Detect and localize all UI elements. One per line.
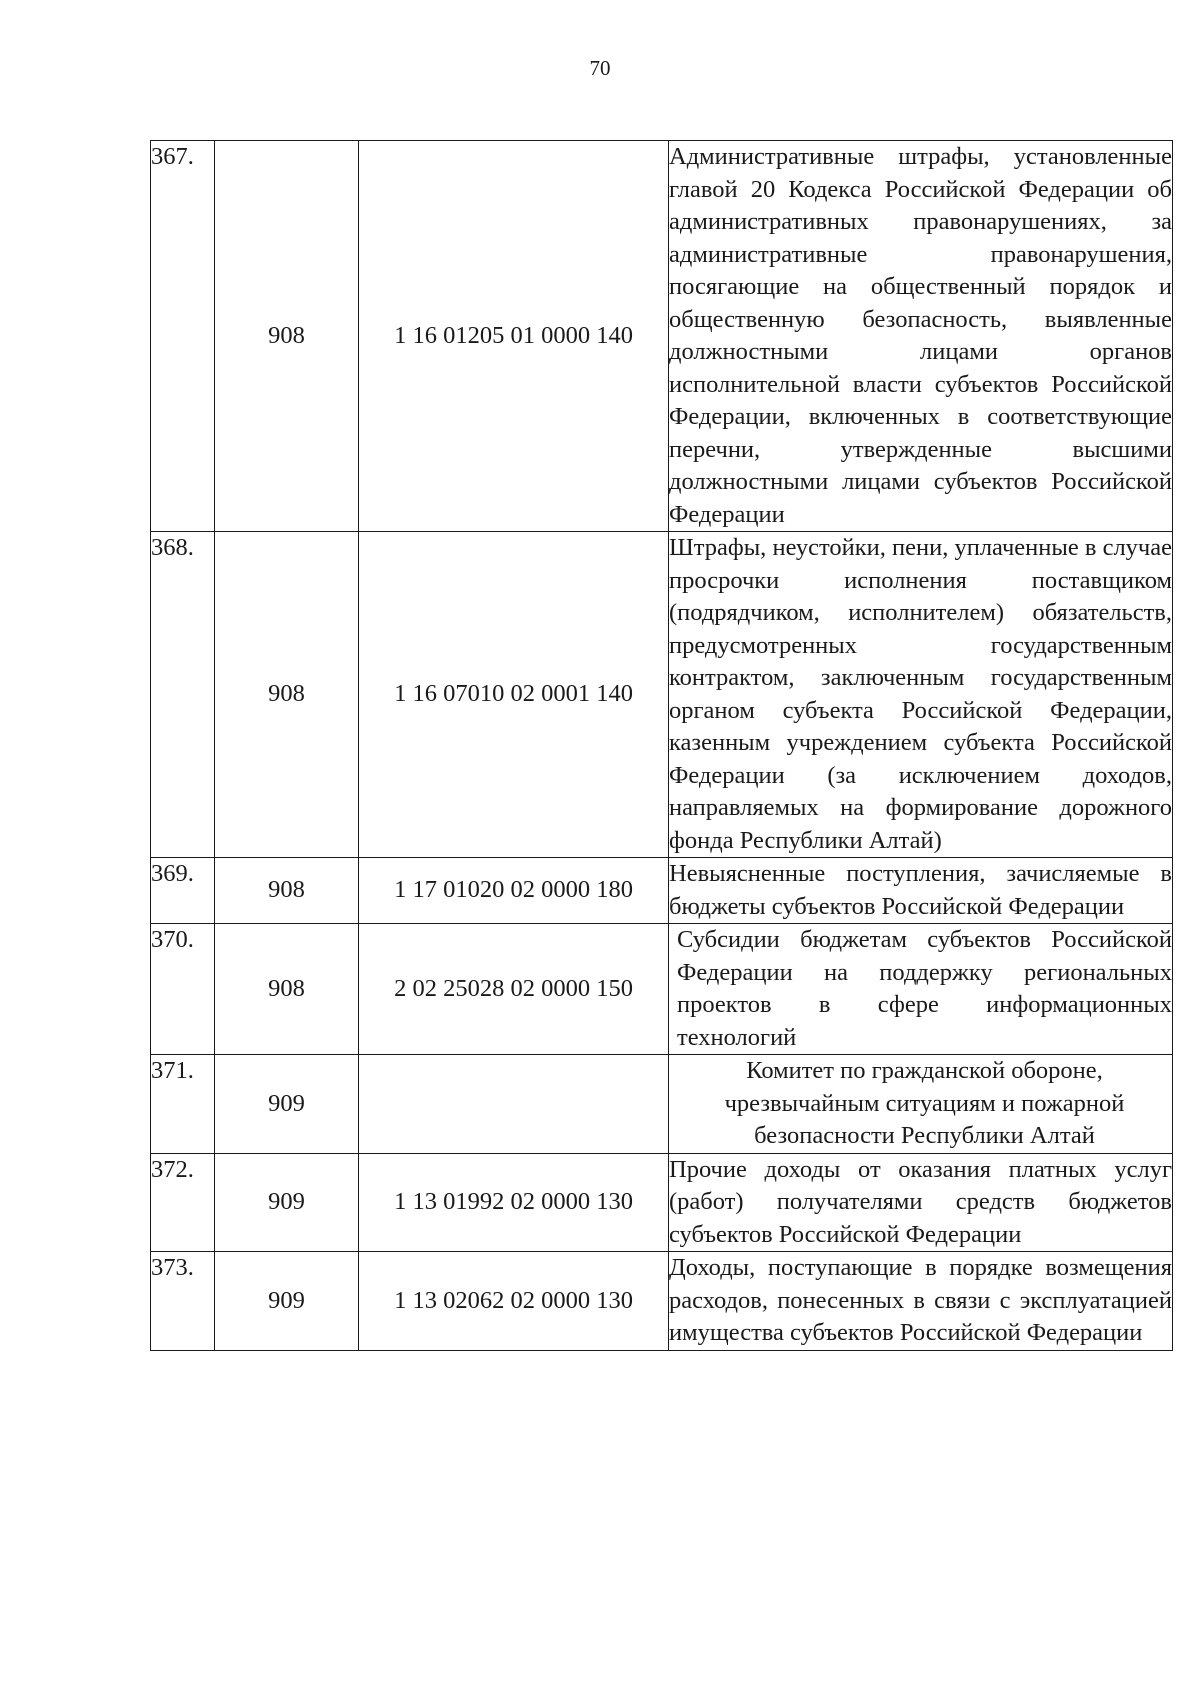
budget-classification-code: 1 13 01992 02 0000 130 <box>359 1153 669 1252</box>
revenue-name: Субсидии бюджетам субъектов Российской Федерации на поддержку региональных проектов в сфере информационных технологий <box>669 924 1173 1055</box>
table-row <box>151 858 1173 924</box>
row-number: 368. <box>151 532 215 858</box>
row-number: 373. <box>151 1252 215 1351</box>
row-number: 367. <box>151 141 215 532</box>
revenue-name: Доходы, поступающие в порядке возмещения расходов, понесенных в связи с эксплуатацией имущества субъектов Российской Федерации <box>669 1252 1173 1351</box>
budget-classification-code: 1 16 01205 01 0000 140 <box>359 141 669 532</box>
revenue-name: Административные штрафы, установленные главой 20 Кодекса Российской Федерации об административных правонарушениях, за административные правонарушения, посягающие на общественный порядок и общественную безопасность, выявленные должностными лицами органов исполнительной власти субъектов Российской Федерации, включенных в соответствующие перечни, утвержденные высшими должностными лицами субъектов Российской Федерации <box>669 141 1173 532</box>
row-number: 371. <box>151 1055 215 1154</box>
budget-classification-code: 2 02 25028 02 0000 150 <box>359 924 669 1055</box>
table-row <box>151 924 1173 1055</box>
administrator-code: 908 <box>215 858 359 924</box>
administrator-code: 908 <box>215 532 359 858</box>
row-number: 370. <box>151 924 215 1055</box>
administrator-code: 909 <box>215 1153 359 1252</box>
table-row <box>151 1055 1173 1154</box>
budget-classification-code: 1 13 02062 02 0000 130 <box>359 1252 669 1351</box>
page-number: 70 <box>589 56 611 80</box>
table-row <box>151 532 1173 858</box>
budget-classification-code: 1 17 01020 02 0000 180 <box>359 858 669 924</box>
administrator-code: 909 <box>215 1252 359 1351</box>
administrator-code: 908 <box>215 141 359 532</box>
administrator-code: 909 <box>215 1055 359 1154</box>
budget-revenue-table <box>150 140 1173 1351</box>
row-number: 369. <box>151 858 215 924</box>
administrator-code: 908 <box>215 924 359 1055</box>
row-number: 372. <box>151 1153 215 1252</box>
table-row <box>151 1252 1173 1351</box>
budget-classification-code: 1 16 07010 02 0001 140 <box>359 532 669 858</box>
administrator-name: Комитет по гражданской обороне, чрезвычайным ситуациям и пожарной безопасности Республики Алтай <box>669 1055 1173 1154</box>
revenue-name: Прочие доходы от оказания платных услуг (работ) получателями средств бюджетов субъектов Российской Федерации <box>669 1153 1173 1252</box>
table-row <box>151 1153 1173 1252</box>
revenue-name: Невыясненные поступления, зачисляемые в бюджеты субъектов Российской Федерации <box>669 858 1173 924</box>
revenue-name: Штрафы, неустойки, пени, уплаченные в случае просрочки исполнения поставщиком (подрядчиком, исполнителем) обязательств, предусмотренных государственным контрактом, заключенным государственным органом субъекта Российской Федерации, казенным учреждением субъекта Российской Федерации (за исключением доходов, направляемых на формирование дорожного фонда Республики Алтай) <box>669 532 1173 858</box>
table-row <box>151 141 1173 532</box>
budget-classification-code <box>359 1055 669 1154</box>
